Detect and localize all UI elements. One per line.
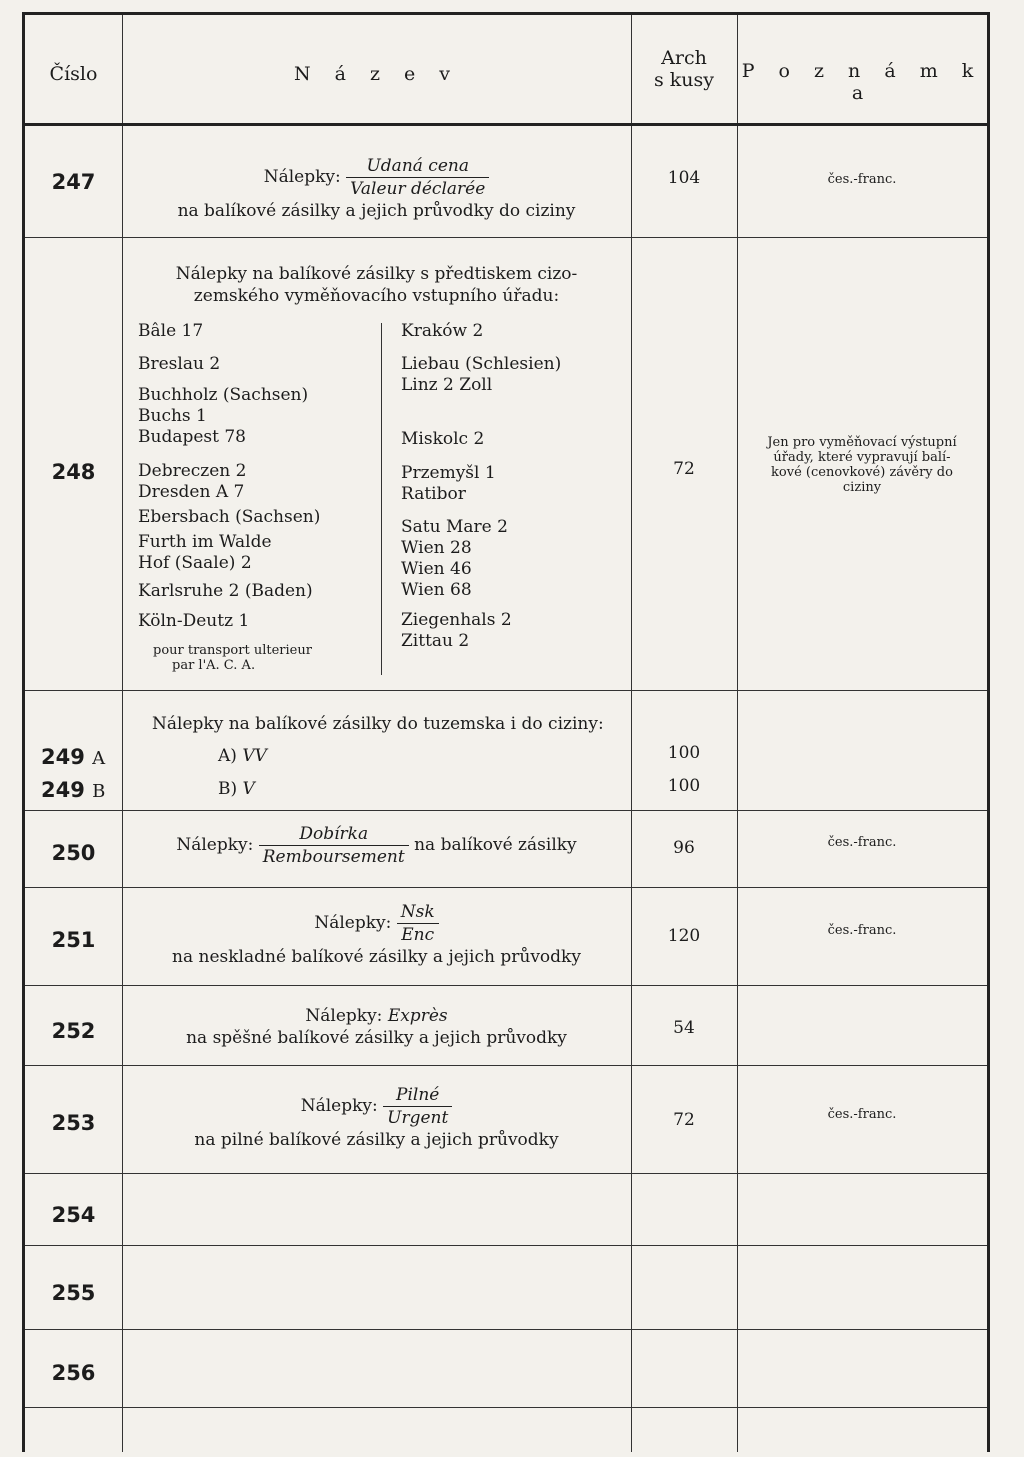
list-item: Budapest 78 (138, 427, 246, 447)
sheets-count: 104 (667, 168, 701, 188)
item-value: VV (242, 746, 267, 766)
item-value: V (242, 779, 255, 799)
fraction (259, 823, 409, 868)
note (741, 435, 983, 495)
sheets-count: 72 (673, 459, 695, 479)
column-rule (122, 15, 123, 1452)
sheets-count: 54 (673, 1018, 695, 1038)
label-italic: Exprès (387, 1006, 448, 1026)
label: Nálepky: (176, 835, 254, 855)
list-note-line1: pour transport ulterieur (153, 643, 312, 658)
sheets-count: 100 (667, 743, 701, 763)
row-number: 249 (41, 778, 85, 802)
header-sheets (631, 47, 737, 91)
row-number: 255 (51, 1281, 96, 1305)
row-rule (25, 1407, 987, 1408)
item-label: B) (218, 779, 238, 799)
fraction (346, 155, 489, 200)
note-line1: Jen pro vyměňovací výstupní (767, 435, 957, 450)
row-249a-name (218, 745, 338, 767)
sheets-count: 96 (673, 838, 695, 858)
row-251-name (122, 901, 631, 968)
list-item: Köln-Deutz 1 (138, 611, 250, 631)
sheets-count: 120 (667, 926, 701, 946)
row-number: 251 (51, 928, 96, 952)
header-sheets-line1: Arch (661, 47, 707, 69)
row-rule (25, 1329, 987, 1330)
row-rule (25, 1245, 987, 1246)
description: na neskladné balíkové zásilky a jejich průvodky (172, 947, 581, 967)
list-item: Kraków 2 (401, 321, 484, 341)
row-number: 253 (51, 1111, 96, 1135)
list-item: Breslau 2 (138, 354, 221, 374)
fraction (397, 901, 439, 946)
description: na spěšné balíkové zásilky a jejich průvodky (186, 1028, 567, 1048)
row-number: 248 (51, 460, 96, 484)
office-list-left (138, 321, 378, 691)
fraction-top: Pilné (383, 1084, 452, 1107)
registry-table (22, 12, 990, 1452)
row-rule (25, 985, 987, 986)
header-sheets-line2: s kusy (653, 69, 715, 91)
list-item: Liebau (Schlesien) (401, 354, 562, 374)
note: čes.-franc. (827, 1107, 897, 1122)
note-line3: kové (cenovkové) závěry do (771, 465, 953, 480)
row-248-intro (122, 263, 631, 307)
row-rule (25, 690, 987, 691)
row-252-name (122, 1005, 631, 1049)
fraction-top: Dobírka (259, 823, 409, 846)
note: čes.-franc. (827, 835, 897, 850)
fraction-bottom: Enc (401, 925, 435, 945)
row-number-suffix: B (92, 781, 106, 802)
row-number-249a (41, 745, 121, 769)
label: Nálepky: (305, 1006, 383, 1026)
label: Nálepky: (300, 1096, 378, 1116)
row-247-name (122, 155, 631, 222)
note: čes.-franc. (827, 923, 897, 938)
fraction-bottom: Urgent (387, 1108, 449, 1128)
list-item: Wien 68 (401, 580, 472, 600)
list-item: Furth im Walde (138, 532, 272, 552)
list-item: Satu Mare 2 (401, 517, 508, 537)
header-number: Číslo (49, 63, 98, 85)
list-item: Buchs 1 (138, 406, 207, 426)
list-item: Ratibor (401, 484, 466, 504)
list-item: Przemyšl 1 (401, 463, 496, 483)
description: na pilné balíkové zásilky a jejich průvodky (194, 1130, 559, 1150)
list-item: Linz 2 Zoll (401, 375, 493, 395)
sheets-count: 100 (667, 776, 701, 796)
list-item: Karlsruhe 2 (Baden) (138, 581, 313, 601)
row-number: 249 (41, 745, 85, 769)
row-250-name (122, 823, 631, 868)
list-item: Wien 46 (401, 559, 472, 579)
list-item: Wien 28 (401, 538, 472, 558)
header-name: N á z e v (293, 63, 460, 85)
fraction (383, 1084, 452, 1129)
row-number: 250 (51, 841, 96, 865)
header-note: P o z n á m k a (741, 60, 983, 104)
row-rule (25, 810, 987, 811)
office-list-right (401, 321, 626, 661)
row-number: 252 (51, 1019, 96, 1043)
row-number: 247 (51, 170, 96, 194)
note-line2: úřady, které vypravují balí- (773, 450, 951, 465)
list-note-line2: par l'A. C. A. (172, 658, 256, 673)
list-item: Buchholz (Sachsen) (138, 385, 309, 405)
intro-line1: Nálepky na balíkové zásilky s předtiskem cizo- (175, 264, 578, 284)
row-253-name (122, 1084, 631, 1151)
list-item: Bâle 17 (138, 321, 204, 341)
fraction-bottom: Remboursement (262, 847, 405, 867)
description: na balíkové zásilky (414, 835, 577, 855)
description: na balíkové zásilky a jejich průvodky do ciziny (177, 201, 576, 221)
list-divider (381, 323, 382, 675)
label: Nálepky: (263, 167, 341, 187)
list-item: Zittau 2 (401, 631, 470, 651)
row-249-intro: Nálepky na balíkové zásilky do tuzemska i do ciziny: (152, 714, 604, 734)
sheets-count: 72 (673, 1110, 695, 1130)
label: Nálepky: (314, 913, 392, 933)
row-number: 254 (51, 1203, 96, 1227)
header-rule (25, 123, 987, 126)
row-number-249b (41, 778, 121, 802)
list-item: Dresden A 7 (138, 482, 245, 502)
row-rule (25, 237, 987, 238)
item-label: A) (218, 746, 237, 766)
list-item: Debreczen 2 (138, 461, 247, 481)
fraction-top: Udaná cena (346, 155, 489, 178)
column-rule (737, 15, 738, 1452)
list-item: Miskolc 2 (401, 429, 485, 449)
row-number: 256 (51, 1361, 96, 1385)
row-number-suffix: A (92, 748, 106, 769)
intro-line2: zemského vyměňovacího vstupního úřadu: (193, 286, 560, 306)
row-rule (25, 1173, 987, 1174)
list-item: Hof (Saale) 2 (138, 553, 252, 573)
note-line4: ciziny (842, 480, 882, 495)
fraction-top: Nsk (397, 901, 439, 924)
note: čes.-franc. (827, 172, 897, 187)
row-249b-name (218, 778, 338, 800)
row-rule (25, 1065, 987, 1066)
list-item: Ebersbach (Sachsen) (138, 507, 321, 527)
list-item: Ziegenhals 2 (401, 610, 512, 630)
fraction-bottom: Valeur déclarée (350, 179, 486, 199)
row-rule (25, 887, 987, 888)
